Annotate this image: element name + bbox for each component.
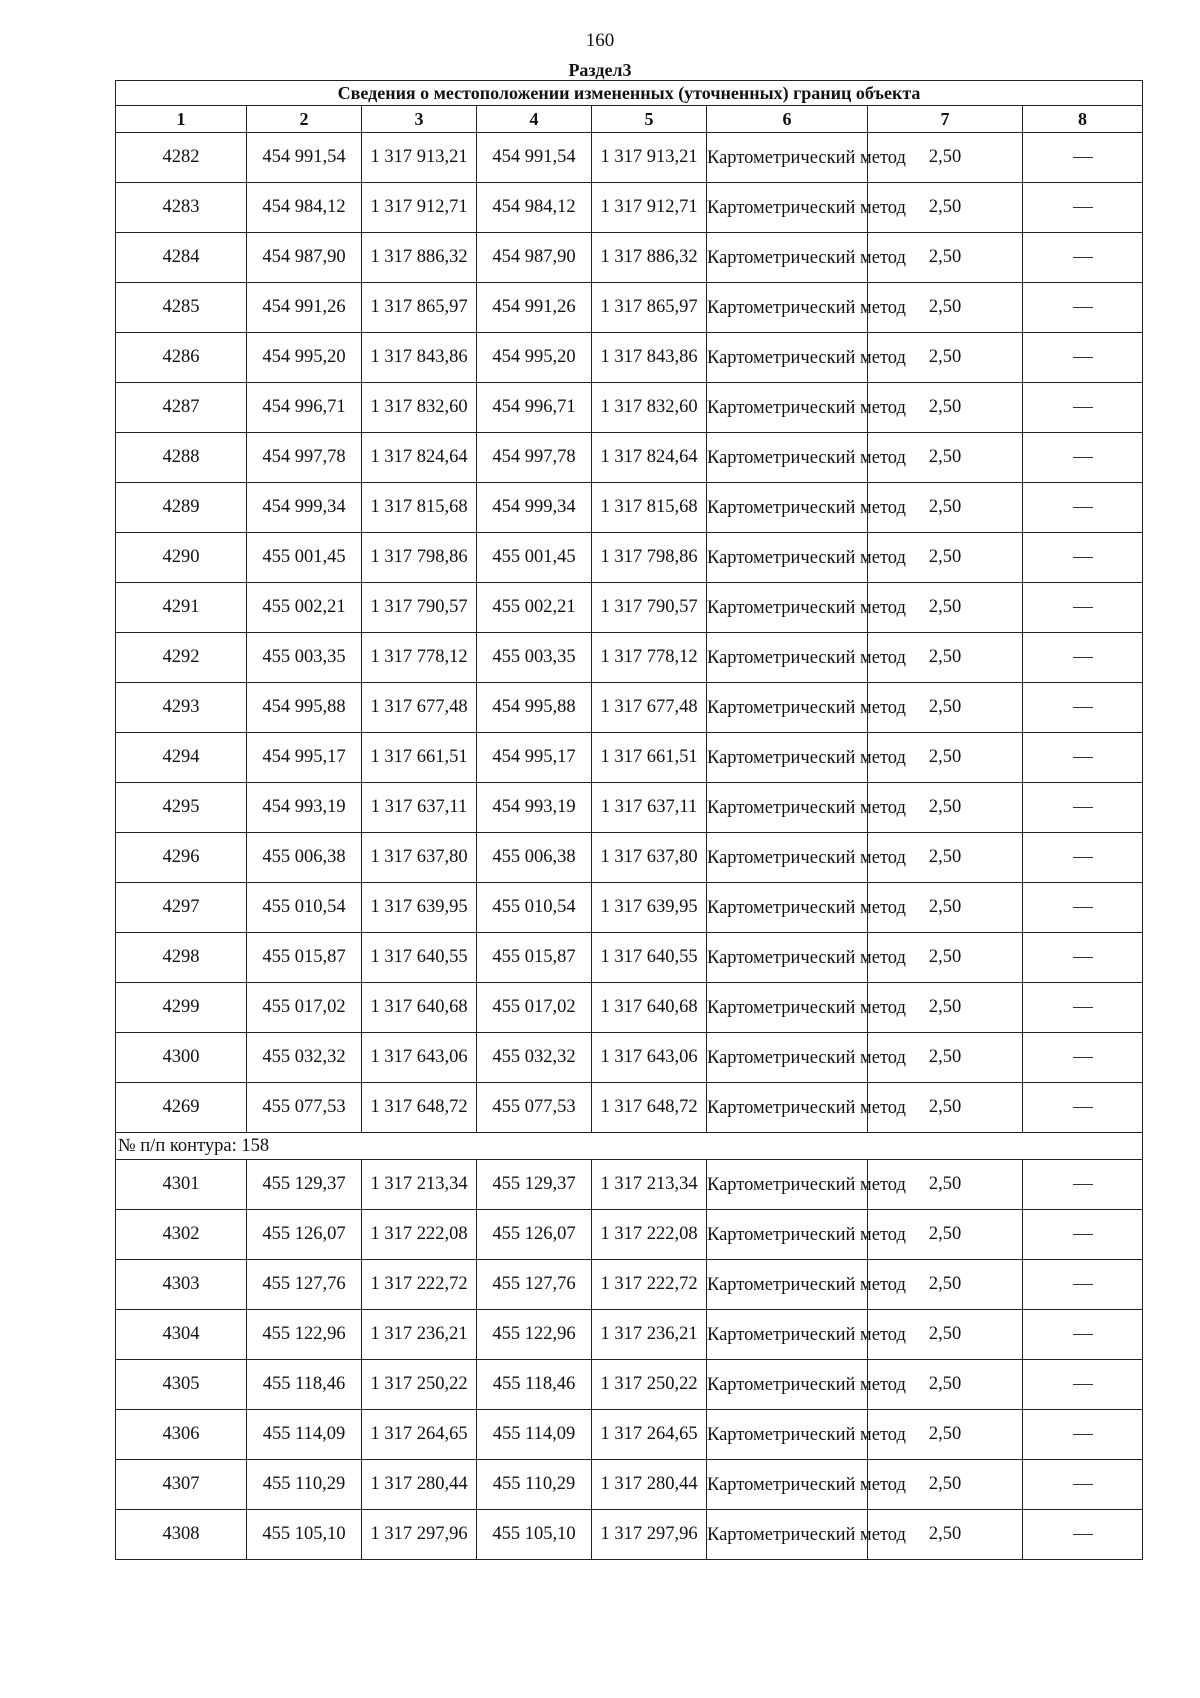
accuracy-cell: 2,50 bbox=[868, 1460, 1023, 1510]
coord-x-existing: 455 017,02 bbox=[247, 983, 362, 1033]
accuracy-cell: 2,50 bbox=[868, 183, 1023, 233]
coord-x-refined: 454 991,26 bbox=[477, 283, 592, 333]
dash-mark bbox=[1073, 307, 1093, 308]
column-number: 5 bbox=[592, 106, 707, 133]
accuracy-cell: 2,50 bbox=[868, 1160, 1023, 1210]
accuracy-cell: 2,50 bbox=[868, 533, 1023, 583]
coord-x-refined: 455 077,53 bbox=[477, 1083, 592, 1133]
method-cell: Картометрический метод bbox=[707, 1510, 868, 1560]
section-title: Раздел3 bbox=[568, 60, 632, 80]
point-number: 4294 bbox=[116, 733, 247, 783]
coord-y-existing: 1 317 640,68 bbox=[362, 983, 477, 1033]
coord-y-existing: 1 317 637,11 bbox=[362, 783, 477, 833]
coord-y-refined: 1 317 824,64 bbox=[592, 433, 707, 483]
coord-x-existing: 455 114,09 bbox=[247, 1410, 362, 1460]
point-number: 4297 bbox=[116, 883, 247, 933]
coord-x-refined: 455 118,46 bbox=[477, 1360, 592, 1410]
method-cell: Картометрический метод bbox=[707, 1460, 868, 1510]
point-number: 4284 bbox=[116, 233, 247, 283]
method-cell: Картометрический метод bbox=[707, 1260, 868, 1310]
accuracy-cell: 2,50 bbox=[868, 133, 1023, 183]
column-number: 3 bbox=[362, 106, 477, 133]
coord-y-refined: 1 317 912,71 bbox=[592, 183, 707, 233]
table-row bbox=[116, 783, 1143, 833]
coord-x-refined: 455 006,38 bbox=[477, 833, 592, 883]
dash-mark bbox=[1073, 207, 1093, 208]
dash-mark bbox=[1073, 1057, 1093, 1058]
point-number: 4283 bbox=[116, 183, 247, 233]
point-number: 4303 bbox=[116, 1260, 247, 1310]
accuracy-cell: 2,50 bbox=[868, 283, 1023, 333]
accuracy-cell: 2,50 bbox=[868, 1210, 1023, 1260]
coord-x-refined: 455 015,87 bbox=[477, 933, 592, 983]
coord-y-existing: 1 317 213,34 bbox=[362, 1160, 477, 1210]
coord-x-existing: 455 015,87 bbox=[247, 933, 362, 983]
coord-x-existing: 454 993,19 bbox=[247, 783, 362, 833]
coord-y-refined: 1 317 913,21 bbox=[592, 133, 707, 183]
coord-y-existing: 1 317 677,48 bbox=[362, 683, 477, 733]
coord-y-refined: 1 317 236,21 bbox=[592, 1310, 707, 1360]
accuracy-cell: 2,50 bbox=[868, 1083, 1023, 1133]
dash-mark bbox=[1073, 1007, 1093, 1008]
coord-x-refined: 455 126,07 bbox=[477, 1210, 592, 1260]
accuracy-cell: 2,50 bbox=[868, 1510, 1023, 1560]
coord-y-refined: 1 317 213,34 bbox=[592, 1160, 707, 1210]
method-cell: Картометрический метод bbox=[707, 783, 868, 833]
table-row bbox=[116, 233, 1143, 283]
dash-cell bbox=[1023, 483, 1143, 533]
table-row bbox=[116, 1160, 1143, 1210]
dash-mark bbox=[1073, 1284, 1093, 1285]
coord-x-existing: 454 999,34 bbox=[247, 483, 362, 533]
accuracy-cell: 2,50 bbox=[868, 633, 1023, 683]
method-cell: Картометрический метод bbox=[707, 1083, 868, 1133]
dash-mark bbox=[1073, 607, 1093, 608]
dash-cell bbox=[1023, 283, 1143, 333]
dash-mark bbox=[1073, 1384, 1093, 1385]
dash-mark bbox=[1073, 1484, 1093, 1485]
point-number: 4290 bbox=[116, 533, 247, 583]
coord-x-refined: 454 987,90 bbox=[477, 233, 592, 283]
dash-mark bbox=[1073, 1184, 1093, 1185]
coord-y-refined: 1 317 639,95 bbox=[592, 883, 707, 933]
method-cell: Картометрический метод bbox=[707, 933, 868, 983]
coord-x-existing: 454 995,17 bbox=[247, 733, 362, 783]
point-number: 4285 bbox=[116, 283, 247, 333]
accuracy-cell: 2,50 bbox=[868, 983, 1023, 1033]
dash-cell bbox=[1023, 583, 1143, 633]
dash-mark bbox=[1073, 857, 1093, 858]
coord-x-refined: 454 996,71 bbox=[477, 383, 592, 433]
coord-y-refined: 1 317 648,72 bbox=[592, 1083, 707, 1133]
boundary-coordinates-table bbox=[115, 80, 1143, 1560]
column-number: 6 bbox=[707, 106, 868, 133]
coord-x-refined: 454 993,19 bbox=[477, 783, 592, 833]
table-row bbox=[116, 683, 1143, 733]
table-row bbox=[116, 1510, 1143, 1560]
coord-y-existing: 1 317 790,57 bbox=[362, 583, 477, 633]
coord-y-existing: 1 317 798,86 bbox=[362, 533, 477, 583]
table-row bbox=[116, 1260, 1143, 1310]
accuracy-cell: 2,50 bbox=[868, 783, 1023, 833]
coord-y-existing: 1 317 236,21 bbox=[362, 1310, 477, 1360]
dash-cell bbox=[1023, 833, 1143, 883]
coord-y-existing: 1 317 865,97 bbox=[362, 283, 477, 333]
dash-cell bbox=[1023, 133, 1143, 183]
point-number: 4293 bbox=[116, 683, 247, 733]
table-row bbox=[116, 1310, 1143, 1360]
table-row bbox=[116, 333, 1143, 383]
point-number: 4296 bbox=[116, 833, 247, 883]
dash-mark bbox=[1073, 457, 1093, 458]
table-row bbox=[116, 883, 1143, 933]
accuracy-cell: 2,50 bbox=[868, 233, 1023, 283]
dash-cell bbox=[1023, 433, 1143, 483]
accuracy-cell: 2,50 bbox=[868, 1310, 1023, 1360]
coord-y-existing: 1 317 661,51 bbox=[362, 733, 477, 783]
accuracy-cell: 2,50 bbox=[868, 433, 1023, 483]
coord-y-existing: 1 317 843,86 bbox=[362, 333, 477, 383]
coord-x-refined: 454 984,12 bbox=[477, 183, 592, 233]
coord-y-existing: 1 317 912,71 bbox=[362, 183, 477, 233]
dash-cell bbox=[1023, 1083, 1143, 1133]
coord-x-existing: 455 077,53 bbox=[247, 1083, 362, 1133]
coord-x-existing: 455 006,38 bbox=[247, 833, 362, 883]
dash-mark bbox=[1073, 957, 1093, 958]
coord-y-existing: 1 317 913,21 bbox=[362, 133, 477, 183]
column-number: 8 bbox=[1023, 106, 1143, 133]
coord-y-refined: 1 317 222,72 bbox=[592, 1260, 707, 1310]
coord-y-existing: 1 317 222,08 bbox=[362, 1210, 477, 1260]
coord-x-existing: 454 995,88 bbox=[247, 683, 362, 733]
dash-mark bbox=[1073, 1334, 1093, 1335]
dash-cell bbox=[1023, 233, 1143, 283]
method-cell: Картометрический метод bbox=[707, 233, 868, 283]
coord-x-refined: 455 129,37 bbox=[477, 1160, 592, 1210]
point-number: 4302 bbox=[116, 1210, 247, 1260]
column-number: 1 bbox=[116, 106, 247, 133]
coord-x-refined: 455 001,45 bbox=[477, 533, 592, 583]
dash-cell bbox=[1023, 633, 1143, 683]
accuracy-cell: 2,50 bbox=[868, 683, 1023, 733]
point-number: 4288 bbox=[116, 433, 247, 483]
method-cell: Картометрический метод bbox=[707, 633, 868, 683]
accuracy-cell: 2,50 bbox=[868, 333, 1023, 383]
coord-y-existing: 1 317 815,68 bbox=[362, 483, 477, 533]
dash-mark bbox=[1073, 1534, 1093, 1535]
coord-y-existing: 1 317 886,32 bbox=[362, 233, 477, 283]
method-cell: Картометрический метод bbox=[707, 383, 868, 433]
accuracy-cell: 2,50 bbox=[868, 1033, 1023, 1083]
coord-y-existing: 1 317 640,55 bbox=[362, 933, 477, 983]
coord-x-refined: 454 995,17 bbox=[477, 733, 592, 783]
coord-x-refined: 455 010,54 bbox=[477, 883, 592, 933]
dash-cell bbox=[1023, 983, 1143, 1033]
table-row bbox=[116, 1210, 1143, 1260]
point-number: 4295 bbox=[116, 783, 247, 833]
dash-mark bbox=[1073, 257, 1093, 258]
coord-y-refined: 1 317 280,44 bbox=[592, 1460, 707, 1510]
dash-mark bbox=[1073, 1234, 1093, 1235]
coord-y-existing: 1 317 297,96 bbox=[362, 1510, 477, 1560]
coord-y-existing: 1 317 824,64 bbox=[362, 433, 477, 483]
accuracy-cell: 2,50 bbox=[868, 483, 1023, 533]
coord-y-refined: 1 317 843,86 bbox=[592, 333, 707, 383]
coord-x-refined: 454 995,20 bbox=[477, 333, 592, 383]
coord-x-existing: 455 105,10 bbox=[247, 1510, 362, 1560]
dash-cell bbox=[1023, 1310, 1143, 1360]
dash-cell bbox=[1023, 1410, 1143, 1460]
coord-x-refined: 455 127,76 bbox=[477, 1260, 592, 1310]
table-row bbox=[116, 183, 1143, 233]
dash-cell bbox=[1023, 733, 1143, 783]
accuracy-cell: 2,50 bbox=[868, 883, 1023, 933]
dash-mark bbox=[1073, 707, 1093, 708]
table-row bbox=[116, 833, 1143, 883]
coord-y-existing: 1 317 778,12 bbox=[362, 633, 477, 683]
dash-cell bbox=[1023, 683, 1143, 733]
method-cell: Картометрический метод bbox=[707, 483, 868, 533]
method-cell: Картометрический метод bbox=[707, 1310, 868, 1360]
accuracy-cell: 2,50 bbox=[868, 1360, 1023, 1410]
dash-cell bbox=[1023, 783, 1143, 833]
method-cell: Картометрический метод bbox=[707, 1210, 868, 1260]
point-number: 4305 bbox=[116, 1360, 247, 1410]
contour-label: № п/п контура: 158 bbox=[116, 1133, 1143, 1160]
coord-y-refined: 1 317 264,65 bbox=[592, 1410, 707, 1460]
coord-x-existing: 455 002,21 bbox=[247, 583, 362, 633]
coord-x-refined: 454 997,78 bbox=[477, 433, 592, 483]
page-number: 160 bbox=[585, 30, 615, 51]
coord-x-refined: 455 110,29 bbox=[477, 1460, 592, 1510]
coord-y-existing: 1 317 639,95 bbox=[362, 883, 477, 933]
dash-cell bbox=[1023, 333, 1143, 383]
coord-y-refined: 1 317 297,96 bbox=[592, 1510, 707, 1560]
coord-x-refined: 454 999,34 bbox=[477, 483, 592, 533]
method-cell: Картометрический метод bbox=[707, 533, 868, 583]
coord-x-existing: 455 001,45 bbox=[247, 533, 362, 583]
dash-mark bbox=[1073, 357, 1093, 358]
dash-cell bbox=[1023, 1033, 1143, 1083]
coord-y-existing: 1 317 643,06 bbox=[362, 1033, 477, 1083]
table-row bbox=[116, 433, 1143, 483]
column-number-row bbox=[116, 106, 1143, 133]
coord-x-refined: 455 114,09 bbox=[477, 1410, 592, 1460]
point-number: 4301 bbox=[116, 1160, 247, 1210]
coord-x-existing: 454 995,20 bbox=[247, 333, 362, 383]
coord-y-refined: 1 317 832,60 bbox=[592, 383, 707, 433]
dash-cell bbox=[1023, 883, 1143, 933]
coord-y-refined: 1 317 250,22 bbox=[592, 1360, 707, 1410]
dash-mark bbox=[1073, 1434, 1093, 1435]
dash-cell bbox=[1023, 1260, 1143, 1310]
coord-x-existing: 454 996,71 bbox=[247, 383, 362, 433]
coord-x-existing: 455 127,76 bbox=[247, 1260, 362, 1310]
coord-y-existing: 1 317 264,65 bbox=[362, 1410, 477, 1460]
method-cell: Картометрический метод bbox=[707, 1033, 868, 1083]
coord-y-refined: 1 317 637,11 bbox=[592, 783, 707, 833]
dash-cell bbox=[1023, 1360, 1143, 1410]
dash-mark bbox=[1073, 657, 1093, 658]
coord-x-existing: 455 032,32 bbox=[247, 1033, 362, 1083]
coord-y-refined: 1 317 790,57 bbox=[592, 583, 707, 633]
method-cell: Картометрический метод bbox=[707, 133, 868, 183]
coord-x-existing: 455 122,96 bbox=[247, 1310, 362, 1360]
coord-x-refined: 454 995,88 bbox=[477, 683, 592, 733]
coord-x-refined: 455 003,35 bbox=[477, 633, 592, 683]
coord-y-existing: 1 317 832,60 bbox=[362, 383, 477, 433]
coord-y-refined: 1 317 637,80 bbox=[592, 833, 707, 883]
coord-x-refined: 455 032,32 bbox=[477, 1033, 592, 1083]
coord-y-existing: 1 317 222,72 bbox=[362, 1260, 477, 1310]
dash-mark bbox=[1073, 507, 1093, 508]
table-row bbox=[116, 583, 1143, 633]
method-cell: Картометрический метод bbox=[707, 683, 868, 733]
point-number: 4287 bbox=[116, 383, 247, 433]
coord-y-refined: 1 317 643,06 bbox=[592, 1033, 707, 1083]
accuracy-cell: 2,50 bbox=[868, 1410, 1023, 1460]
point-number: 4300 bbox=[116, 1033, 247, 1083]
coord-x-refined: 455 122,96 bbox=[477, 1310, 592, 1360]
point-number: 4269 bbox=[116, 1083, 247, 1133]
dash-cell bbox=[1023, 1160, 1143, 1210]
coord-y-refined: 1 317 222,08 bbox=[592, 1210, 707, 1260]
coord-y-refined: 1 317 865,97 bbox=[592, 283, 707, 333]
dash-cell bbox=[1023, 1510, 1143, 1560]
method-cell: Картометрический метод bbox=[707, 833, 868, 883]
point-number: 4291 bbox=[116, 583, 247, 633]
dash-mark bbox=[1073, 557, 1093, 558]
coord-y-existing: 1 317 250,22 bbox=[362, 1360, 477, 1410]
coord-x-refined: 455 002,21 bbox=[477, 583, 592, 633]
coord-x-refined: 454 991,54 bbox=[477, 133, 592, 183]
method-cell: Картометрический метод bbox=[707, 283, 868, 333]
coord-y-existing: 1 317 648,72 bbox=[362, 1083, 477, 1133]
dash-mark bbox=[1073, 757, 1093, 758]
coord-y-existing: 1 317 637,80 bbox=[362, 833, 477, 883]
coord-x-existing: 455 010,54 bbox=[247, 883, 362, 933]
table-row bbox=[116, 283, 1143, 333]
coord-x-refined: 455 105,10 bbox=[477, 1510, 592, 1560]
point-number: 4299 bbox=[116, 983, 247, 1033]
accuracy-cell: 2,50 bbox=[868, 583, 1023, 633]
table-row bbox=[116, 983, 1143, 1033]
column-number: 7 bbox=[868, 106, 1023, 133]
coord-y-refined: 1 317 886,32 bbox=[592, 233, 707, 283]
point-number: 4286 bbox=[116, 333, 247, 383]
coord-y-existing: 1 317 280,44 bbox=[362, 1460, 477, 1510]
table-row bbox=[116, 733, 1143, 783]
accuracy-cell: 2,50 bbox=[868, 1260, 1023, 1310]
method-cell: Картометрический метод bbox=[707, 1410, 868, 1460]
table-row bbox=[116, 1460, 1143, 1510]
method-cell: Картометрический метод bbox=[707, 433, 868, 483]
coord-x-existing: 454 991,54 bbox=[247, 133, 362, 183]
point-number: 4306 bbox=[116, 1410, 247, 1460]
dash-mark bbox=[1073, 807, 1093, 808]
dash-mark bbox=[1073, 907, 1093, 908]
point-number: 4282 bbox=[116, 133, 247, 183]
coord-x-existing: 455 003,35 bbox=[247, 633, 362, 683]
point-number: 4304 bbox=[116, 1310, 247, 1360]
coord-y-refined: 1 317 640,55 bbox=[592, 933, 707, 983]
dash-cell bbox=[1023, 533, 1143, 583]
method-cell: Картометрический метод bbox=[707, 983, 868, 1033]
point-number: 4307 bbox=[116, 1460, 247, 1510]
dash-mark bbox=[1073, 407, 1093, 408]
coord-y-refined: 1 317 677,48 bbox=[592, 683, 707, 733]
point-number: 4308 bbox=[116, 1510, 247, 1560]
accuracy-cell: 2,50 bbox=[868, 833, 1023, 883]
table-row bbox=[116, 933, 1143, 983]
table-row bbox=[116, 133, 1143, 183]
table-caption: Сведения о местоположении измененных (уточненных) границ объекта bbox=[116, 81, 1143, 106]
table-row bbox=[116, 1083, 1143, 1133]
coord-y-refined: 1 317 798,86 bbox=[592, 533, 707, 583]
dash-cell bbox=[1023, 183, 1143, 233]
dash-cell bbox=[1023, 933, 1143, 983]
accuracy-cell: 2,50 bbox=[868, 933, 1023, 983]
coord-x-existing: 454 987,90 bbox=[247, 233, 362, 283]
coord-y-refined: 1 317 661,51 bbox=[592, 733, 707, 783]
point-number: 4289 bbox=[116, 483, 247, 533]
dash-cell bbox=[1023, 1210, 1143, 1260]
coord-y-refined: 1 317 778,12 bbox=[592, 633, 707, 683]
dash-mark bbox=[1073, 1107, 1093, 1108]
coord-x-existing: 454 997,78 bbox=[247, 433, 362, 483]
method-cell: Картометрический метод bbox=[707, 1160, 868, 1210]
table-row bbox=[116, 383, 1143, 433]
table-caption-row bbox=[116, 81, 1143, 106]
column-number: 2 bbox=[247, 106, 362, 133]
table-row bbox=[116, 1410, 1143, 1460]
table-row bbox=[116, 483, 1143, 533]
table-row bbox=[116, 1033, 1143, 1083]
dash-cell bbox=[1023, 383, 1143, 433]
dash-cell bbox=[1023, 1460, 1143, 1510]
method-cell: Картометрический метод bbox=[707, 583, 868, 633]
coord-x-existing: 455 129,37 bbox=[247, 1160, 362, 1210]
table-row bbox=[116, 1360, 1143, 1410]
coord-x-existing: 455 110,29 bbox=[247, 1460, 362, 1510]
coord-x-refined: 455 017,02 bbox=[477, 983, 592, 1033]
method-cell: Картометрический метод bbox=[707, 333, 868, 383]
method-cell: Картометрический метод bbox=[707, 183, 868, 233]
table-row bbox=[116, 633, 1143, 683]
point-number: 4292 bbox=[116, 633, 247, 683]
dash-mark bbox=[1073, 157, 1093, 158]
coord-x-existing: 454 984,12 bbox=[247, 183, 362, 233]
coord-y-refined: 1 317 640,68 bbox=[592, 983, 707, 1033]
coord-x-existing: 454 991,26 bbox=[247, 283, 362, 333]
coord-x-existing: 455 126,07 bbox=[247, 1210, 362, 1260]
table-row bbox=[116, 533, 1143, 583]
contour-row bbox=[116, 1133, 1143, 1160]
coord-y-refined: 1 317 815,68 bbox=[592, 483, 707, 533]
method-cell: Картометрический метод bbox=[707, 733, 868, 783]
coord-x-existing: 455 118,46 bbox=[247, 1360, 362, 1410]
method-cell: Картометрический метод bbox=[707, 883, 868, 933]
point-number: 4298 bbox=[116, 933, 247, 983]
accuracy-cell: 2,50 bbox=[868, 383, 1023, 433]
column-number: 4 bbox=[477, 106, 592, 133]
accuracy-cell: 2,50 bbox=[868, 733, 1023, 783]
method-cell: Картометрический метод bbox=[707, 1360, 868, 1410]
